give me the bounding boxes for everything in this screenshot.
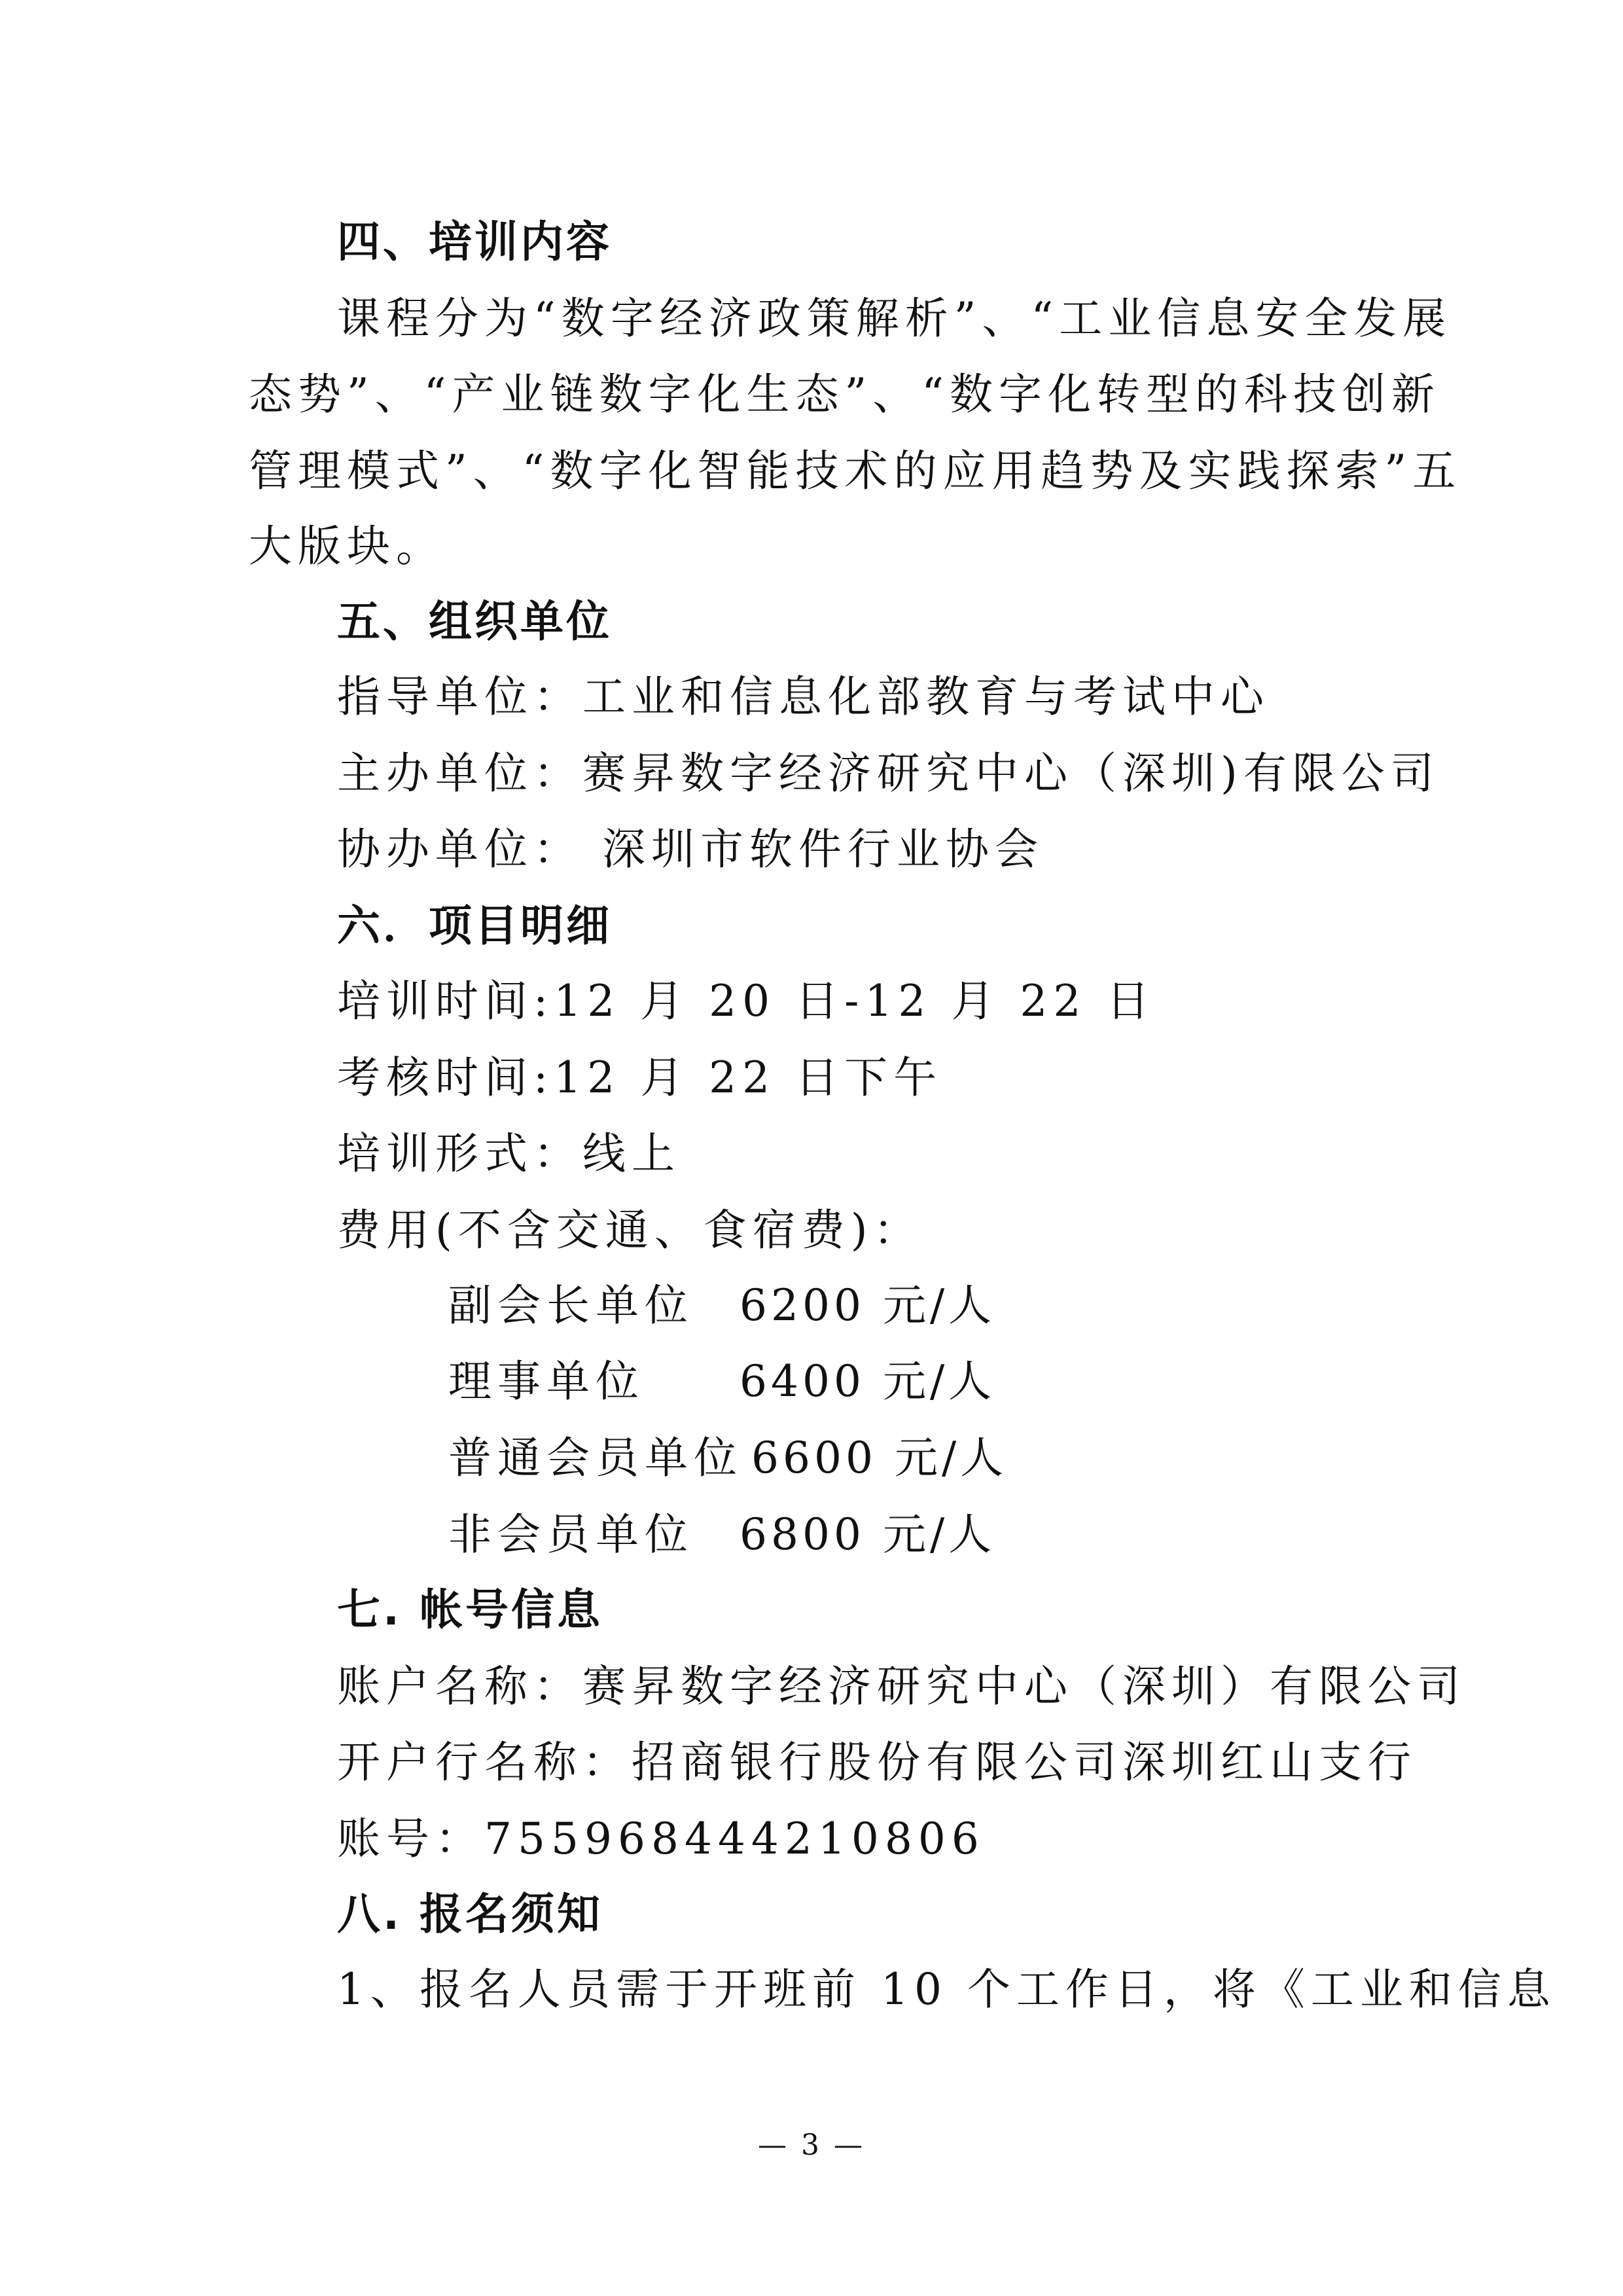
fee-amount: 6200 元/人 bbox=[740, 1280, 996, 1331]
training-format: 培训形式：线上 bbox=[337, 1128, 681, 1179]
page-number: — 3 — bbox=[758, 2128, 865, 2162]
section-4-paragraph-line-1: 课程分为“数字经济政策解析”、“工业信息安全发展 bbox=[337, 293, 1452, 344]
fee-label: 理事单位 bbox=[448, 1356, 645, 1407]
fee-label: 非会员单位 bbox=[448, 1509, 694, 1560]
section-4-paragraph-line-3: 管理模式”、“数字化智能技术的应用趋势及实践探索”五 bbox=[249, 446, 1462, 496]
fee-title: 费用(不含交通、食宿费)： bbox=[337, 1205, 923, 1255]
training-time: 培训时间:12 月 20 日-12 月 22 日 bbox=[337, 976, 1156, 1026]
section-6-heading: 六．项目明细 bbox=[337, 901, 612, 951]
fee-label: 普通会员单位 bbox=[448, 1433, 743, 1483]
section-5-heading: 五、组织单位 bbox=[337, 596, 612, 647]
section-4-paragraph-line-2: 态势”、“产业链数字化生态”、“数字化转型的科技创新 bbox=[249, 369, 1440, 420]
section-4-heading: 四、培训内容 bbox=[337, 217, 612, 267]
section-7-heading: 七. 帐号信息 bbox=[337, 1585, 603, 1635]
bank-name: 开户行名称：招商银行股份有限公司深圳红山支行 bbox=[337, 1737, 1417, 1787]
fee-amount: 6600 元/人 bbox=[751, 1433, 1008, 1483]
account-number: 账号：755968444210806 bbox=[337, 1814, 985, 1864]
section-8-heading: 八. 报名须知 bbox=[337, 1889, 603, 1939]
account-name: 账户名称：赛昇数字经济研究中心（深圳）有限公司 bbox=[337, 1661, 1466, 1712]
fee-amount: 6400 元/人 bbox=[740, 1356, 996, 1407]
section-4-paragraph-line-4: 大版块。 bbox=[249, 521, 445, 571]
exam-time: 考核时间:12 月 22 日下午 bbox=[337, 1052, 943, 1103]
registration-item-1: 1、报名人员需于开班前 10 个工作日，将《工业和信息 bbox=[337, 1964, 1556, 2015]
fee-amount: 6800 元/人 bbox=[740, 1509, 996, 1560]
guide-unit: 指导单位：工业和信息化部教育与考试中心 bbox=[337, 672, 1270, 722]
host-unit: 主办单位：赛昇数字经济研究中心（深圳)有限公司 bbox=[337, 748, 1440, 798]
fee-label: 副会长单位 bbox=[448, 1280, 694, 1331]
assist-unit: 协办单位： 深圳市软件行业协会 bbox=[337, 824, 1044, 874]
